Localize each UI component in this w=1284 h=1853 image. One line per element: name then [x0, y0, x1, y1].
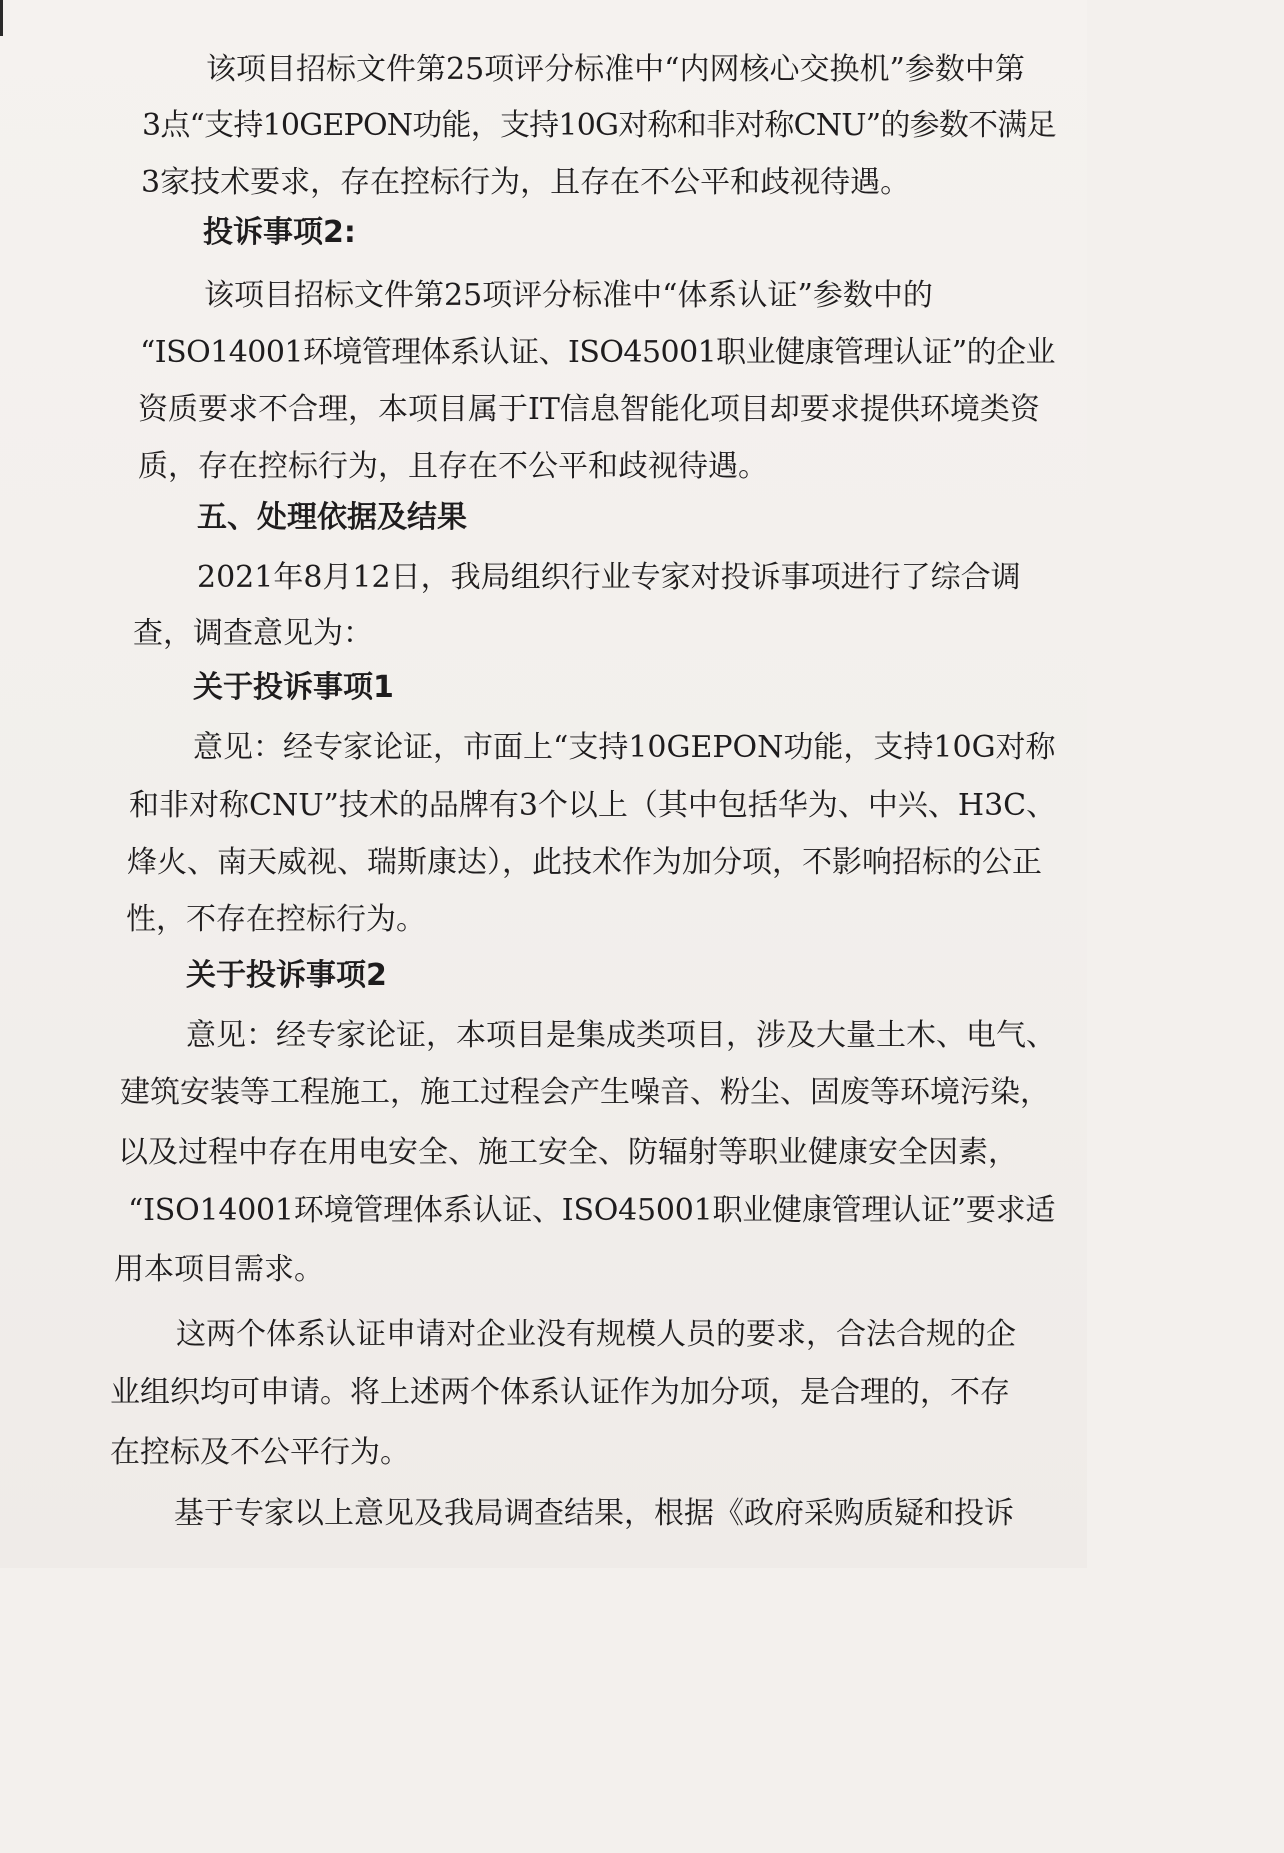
text-line: 质，存在控标行为，且存在不公平和歧视待遇。: [138, 449, 768, 484]
section-heading: 五、处理依据及结果: [197, 500, 467, 535]
text-line: 和非对称CNU”技术的品牌有3个以上（其中包括华为、中兴、H3C、: [129, 788, 1057, 823]
text-line: 查，调查意见为：: [133, 616, 373, 651]
text-line: 3家技术要求，存在控标行为，且存在不公平和歧视待遇。: [141, 165, 911, 200]
text-line: 用本项目需求。: [114, 1252, 324, 1287]
text-line: “ISO14001环境管理体系认证、ISO45001职业健康管理认证”的企业: [140, 335, 1056, 370]
text-line: 意见：经专家论证，本项目是集成类项目，涉及大量土木、电气、: [186, 1018, 1056, 1053]
section-heading: 关于投诉事项1: [193, 670, 394, 705]
text-line: 该项目招标文件第25项评分标准中“内网核心交换机”参数中第: [206, 52, 1025, 87]
page-edge-mark: [0, 0, 3, 36]
text-line: 性，不存在控标行为。: [126, 902, 426, 937]
text-line: 以及过程中存在用电安全、施工安全、防辐射等职业健康安全因素，: [118, 1135, 1018, 1170]
text-line: 2021年8月12日，我局组织行业专家对投诉事项进行了综合调: [197, 560, 1021, 595]
text-line: 建筑安装等工程施工，施工过程会产生噪音、粉尘、固废等环境污染，: [120, 1075, 1050, 1110]
text-line: 业组织均可申请。将上述两个体系认证作为加分项，是合理的，不存: [110, 1375, 1010, 1410]
section-heading: 关于投诉事项2: [186, 958, 387, 993]
section-heading: 投诉事项2:: [203, 215, 356, 250]
text-line: 资质要求不合理，本项目属于IT信息智能化项目却要求提供环境类资: [138, 392, 1040, 427]
text-line: “ISO14001环境管理体系认证、ISO45001职业健康管理认证”要求适: [128, 1193, 1056, 1228]
text-line: 在控标及不公平行为。: [110, 1435, 410, 1470]
text-line: 3点“支持10GEPON功能，支持10G对称和非对称CNU”的参数不满足: [142, 108, 1056, 143]
text-line: 基于专家以上意见及我局调查结果，根据《政府采购质疑和投诉: [174, 1496, 1014, 1531]
text-line: 这两个体系认证申请对企业没有规模人员的要求，合法合规的企: [176, 1317, 1016, 1352]
text-line: 烽火、南天威视、瑞斯康达），此技术作为加分项，不影响招标的公正: [127, 845, 1042, 880]
text-line: 该项目招标文件第25项评分标准中“体系认证”参数中的: [204, 278, 933, 313]
text-line: 意见：经专家论证，市面上“支持10GEPON功能，支持10G对称: [193, 730, 1056, 765]
